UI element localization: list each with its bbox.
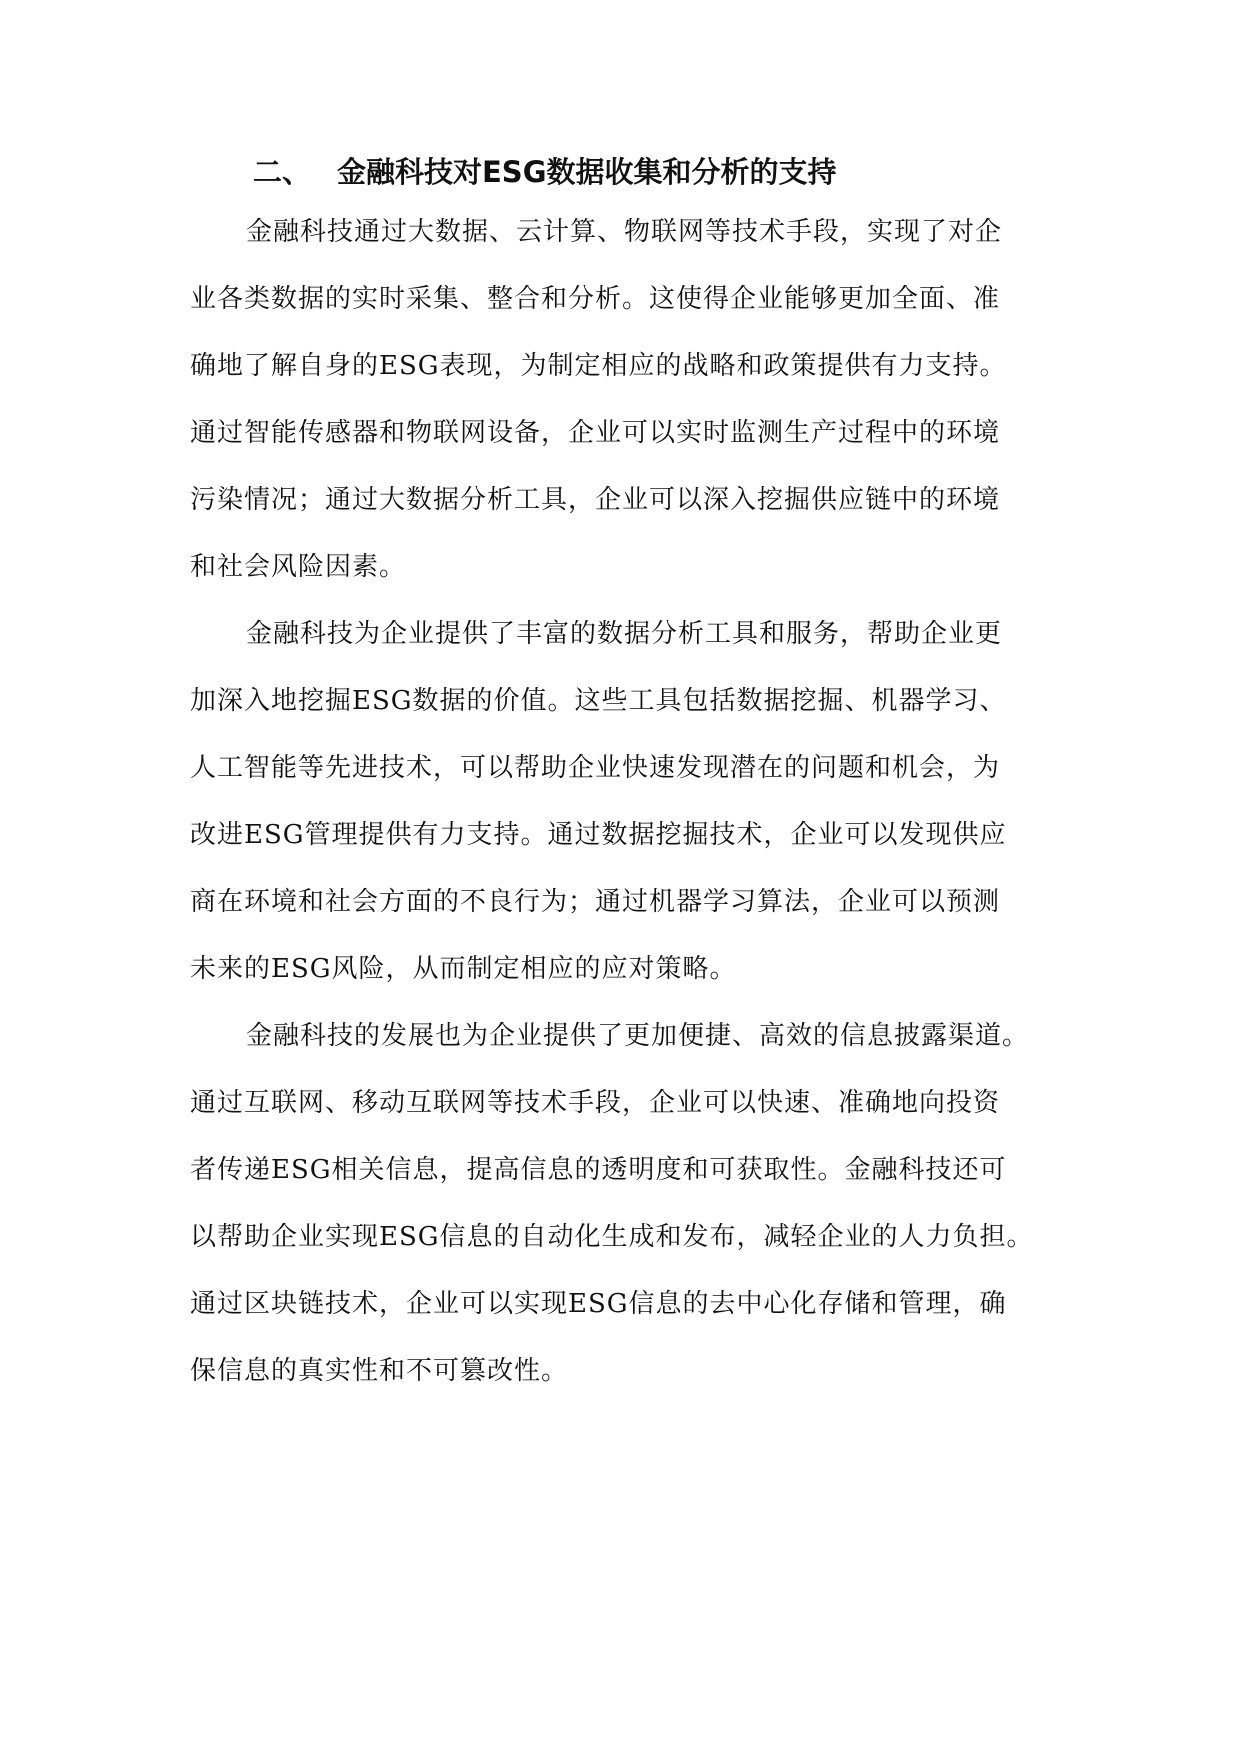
paragraph-1-line-5: 污染情况；通过大数据分析工具，企业可以深入挖掘供应链中的环境 [190,485,1001,515]
paragraph-1-line-3: 确地了解自身的ESG表现，为制定相应的战略和政策提供有力支持。 [190,351,1007,381]
paragraph-1-line-4: 通过智能传感器和物联网设备，企业可以实时监测生产过程中的环境 [190,418,1001,448]
paragraph-1-line-6: 和社会风险因素。 [190,552,407,582]
paragraph-2-line-2: 加深入地挖掘ESG数据的价值。这些工具包括数据挖掘、机器学习、 [190,686,1007,716]
section-heading [253,150,1153,194]
paragraph-2-line-1: 金融科技为企业提供了丰富的数据分析工具和服务，帮助企业更 [246,619,1003,649]
section-title: 金融科技对ESG数据收集和分析的支持 [337,155,837,189]
paragraph-3-line-2: 通过互联网、移动互联网等技术手段，企业可以快速、准确地向投资 [190,1088,1001,1118]
section-number: 二、 [253,155,312,189]
paragraph-2-line-6: 未来的ESG风险，从而制定相应的应对策略。 [190,954,737,984]
paragraph-1-line-2: 业各类数据的实时采集、整合和分析。这使得企业能够更加全面、准 [190,284,1001,314]
paragraph-1-line-1: 金融科技通过大数据、云计算、物联网等技术手段，实现了对企 [246,217,1003,247]
paragraph-2-line-5: 商在环境和社会方面的不良行为；通过机器学习算法，企业可以预测 [190,887,1001,917]
paragraph-3-line-6: 保信息的真实性和不可篡改性。 [190,1356,569,1386]
paragraph-3-line-5: 通过区块链技术，企业可以实现ESG信息的去中心化存储和管理，确 [190,1289,1007,1319]
paragraph-3-line-4: 以帮助企业实现ESG信息的自动化生成和发布，减轻企业的人力负担。 [190,1222,1034,1252]
paragraph-3-line-1: 金融科技的发展也为企业提供了更加便捷、高效的信息披露渠道。 [246,1021,1030,1051]
paragraph-2-line-4: 改进ESG管理提供有力支持。通过数据挖掘技术，企业可以发现供应 [190,820,1007,850]
paragraph-3-line-3: 者传递ESG相关信息，提高信息的透明度和可获取性。金融科技还可 [190,1155,1007,1185]
paragraph-2-line-3: 人工智能等先进技术，可以帮助企业快速发现潜在的问题和机会，为 [190,753,1001,783]
